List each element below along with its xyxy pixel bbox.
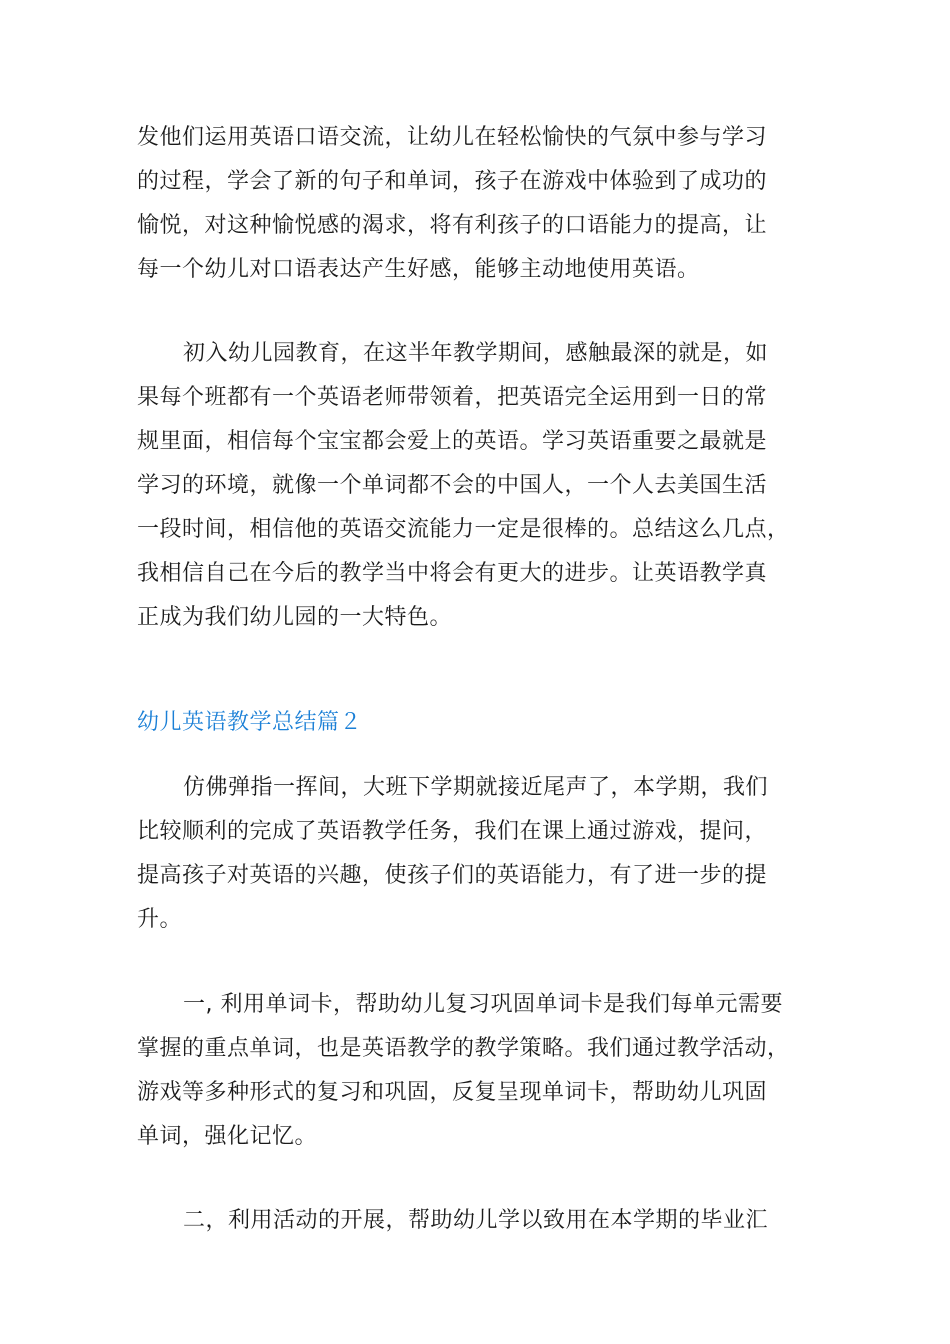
paragraph-line: 发他们运用英语口语交流，让幼儿在轻松愉快的气氛中参与学习 — [137, 125, 768, 150]
paragraph-line: 游戏等多种形式的复习和巩固，反复呈现单词卡，帮助幼儿巩固 — [137, 1080, 768, 1105]
paragraph-line: 提高孩子对英语的兴趣，使孩子们的英语能力，有了进一步的提 — [137, 863, 768, 888]
paragraph-line: 的过程，学会了新的句子和单词，孩子在游戏中体验到了成功的 — [137, 169, 768, 194]
paragraph-line: 每一个幼儿对口语表达产生好感，能够主动地使用英语。 — [137, 257, 700, 282]
paragraph-line: 一段时间，相信他的英语交流能力一定是很棒的。总结这么几点， — [137, 517, 790, 542]
paragraph-line: 比较顺利的完成了英语教学任务，我们在课上通过游戏，提问， — [137, 819, 768, 844]
section-heading: 幼儿英语教学总结篇２ — [137, 710, 363, 735]
paragraph-line: 一, 利用单词卡，帮助幼儿复习巩固单词卡是我们每单元需要 — [183, 992, 783, 1017]
paragraph-line: 升。 — [137, 907, 183, 932]
paragraph-line: 学习的环境，就像一个单词都不会的中国人，一个人去美国生活 — [137, 473, 768, 498]
paragraph-5 — [137, 1199, 837, 1243]
paragraph-line: 单词，强化记忆。 — [137, 1124, 318, 1149]
paragraph-line: 愉悦，对这种愉悦感的渴求，将有利孩子的口语能力的提高，让 — [137, 213, 768, 238]
paragraph-1 — [137, 116, 837, 292]
paragraph-line: 仿佛弹指一挥间，大班下学期就接近尾声了，本学期，我们 — [183, 775, 769, 800]
paragraph-2 — [137, 332, 837, 640]
paragraph-line: 正成为我们幼儿园的一大特色。 — [137, 605, 453, 630]
paragraph-line: 掌握的重点单词，也是英语教学的教学策略。我们通过教学活动， — [137, 1036, 790, 1061]
paragraph-3 — [137, 766, 837, 942]
paragraph-line: 规里面，相信每个宝宝都会爱上的英语。学习英语重要之最就是 — [137, 429, 768, 454]
paragraph-line: 我相信自己在今后的教学当中将会有更大的进步。让英语教学真 — [137, 561, 768, 586]
paragraph-line: 果每个班都有一个英语老师带领着，把英语完全运用到一日的常 — [137, 385, 768, 410]
paragraph-line: 初入幼儿园教育，在这半年教学期间，感触最深的就是，如 — [183, 341, 769, 366]
paragraph-4 — [137, 983, 837, 1159]
paragraph-line: 二，利用活动的开展，帮助幼儿学以致用在本学期的毕业汇 — [183, 1208, 769, 1233]
